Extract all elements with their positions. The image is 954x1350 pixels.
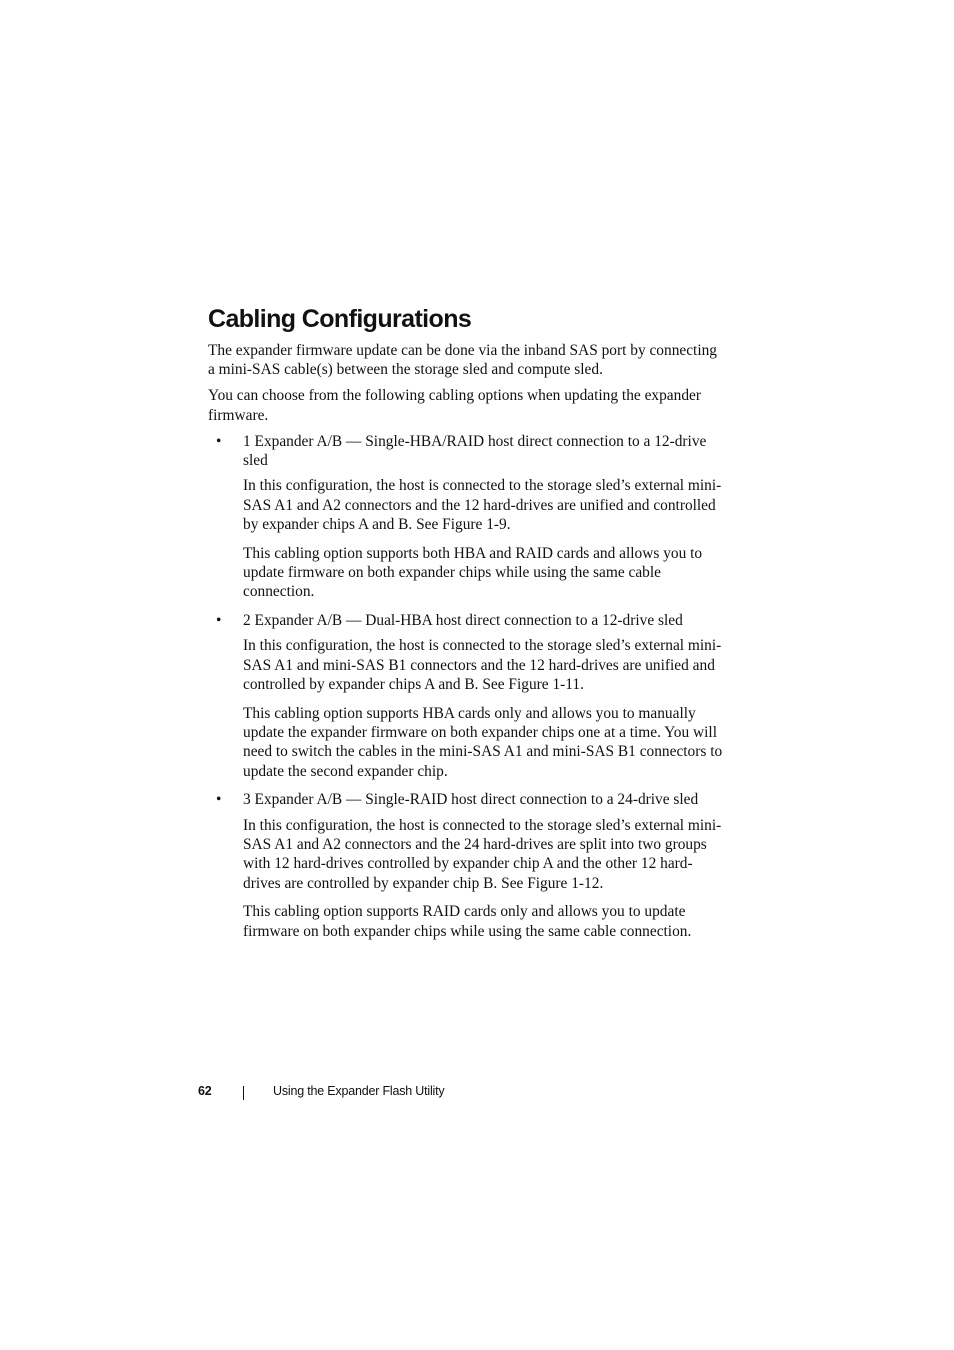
option-detail: In this configuration, the host is connected to the storage sled’s external mini-SAS A1 and A2 connectors and the 24 hard-drives are split into two groups with 12 hard-drives controlled by expander chip A and the other 12 hard-drives are controlled by expander chip B. See Figure 1-12. (243, 816, 722, 892)
cabling-options-list (208, 432, 724, 941)
footer-section-title: Using the Expander Flash Utility (273, 1084, 445, 1098)
bullet-icon: • (216, 791, 222, 809)
cabling-option (208, 790, 724, 941)
bullet-icon: • (216, 432, 222, 450)
option-title-text: 1 Expander A/B — Single-HBA/RAID host direct connection to a 12-drive sled (243, 432, 707, 470)
intro-paragraph: You can choose from the following cabling options when updating the expander firmware. (208, 387, 701, 424)
option-title-text: 3 Expander A/B — Single-RAID host direct connection to a 24-drive sled (243, 791, 699, 809)
option-detail: This cabling option supports HBA cards only and allows you to manually update the expander firmware on both expander chips one at a time. You will need to switch the cables in the mini-SAS A1 and mini-SAS B1 connectors to update the second expander chip. (243, 704, 723, 780)
page-title: Cabling Configurations (208, 305, 472, 333)
page-number: 62 (198, 1084, 212, 1098)
option-title (243, 611, 724, 630)
option-detail: In this configuration, the host is connected to the storage sled’s external mini-SAS A1 and A2 connectors and the 12 hard-drives are unified and controlled by expander chips A and B. See Figure 1-9. (243, 477, 722, 534)
option-detail: This cabling option supports both HBA and RAID cards and allows you to update firmware on both expander chips while using the same cable connection. (243, 544, 703, 601)
option-detail: In this configuration, the host is connected to the storage sled’s external mini-SAS A1 and mini-SAS B1 connectors and the 12 hard-drives are unified and controlled by expander chips A and B. See Figure 1-11. (243, 637, 722, 694)
page-body (208, 341, 724, 950)
footer-divider (243, 1086, 244, 1100)
bullet-icon: • (216, 611, 222, 629)
option-detail: This cabling option supports RAID cards only and allows you to update firmware on both expander chips while using the same cable connection. (243, 903, 692, 940)
page-footer (0, 1083, 954, 1103)
intro-paragraph: The expander firmware update can be done via the inband SAS port by connecting a mini-SAS cable(s) between the storage sled and compute sled. (208, 342, 718, 379)
cabling-option (208, 611, 724, 781)
cabling-option (208, 432, 724, 602)
option-title (243, 432, 724, 471)
option-title (243, 790, 724, 809)
option-title-text: 2 Expander A/B — Dual-HBA host direct connection to a 12-drive sled (243, 611, 683, 629)
